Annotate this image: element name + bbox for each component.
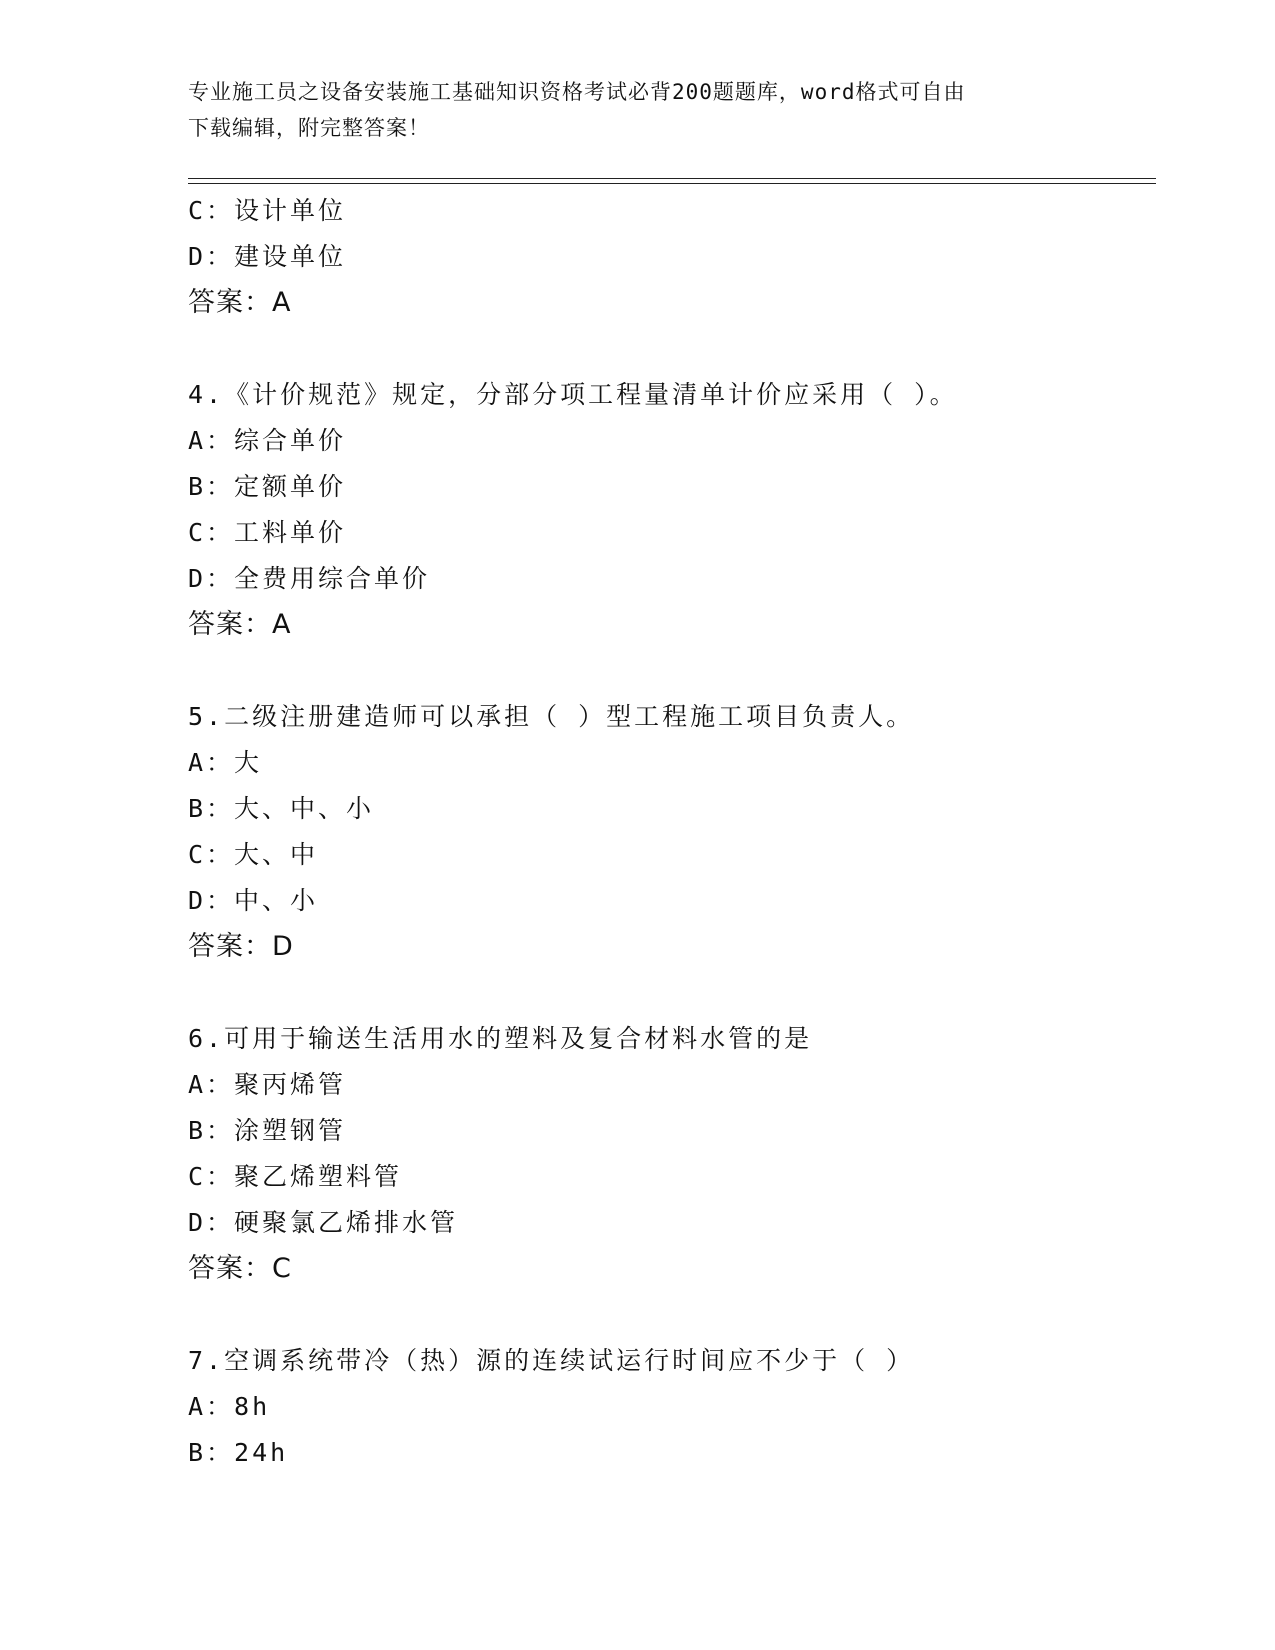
question-text: 7.空调系统带冷（热）源的连续试运行时间应不少于（ ） [188, 1346, 915, 1375]
option-b: B：24h [188, 1438, 289, 1467]
document-body [188, 188, 1156, 1476]
option-c: C：聚乙烯塑料管 [188, 1162, 403, 1191]
option-list [188, 1384, 1156, 1476]
answer-line: 答案：A [188, 609, 292, 640]
document-header [188, 74, 1068, 146]
question-block-4 [188, 372, 1156, 648]
answer-line: 答案：C [188, 1253, 292, 1284]
question-block-partial [188, 188, 1156, 326]
option-d: D：全费用综合单价 [188, 564, 431, 593]
option-a: A：聚丙烯管 [188, 1070, 347, 1099]
header-divider-bottom [188, 183, 1156, 184]
question-block-5 [188, 694, 1156, 970]
option-c: C：设计单位 [188, 196, 347, 225]
option-list [188, 188, 1156, 280]
option-b: B：涂塑钢管 [188, 1116, 347, 1145]
question-text: 4.《计价规范》规定，分部分项工程量清单计价应采用（ ）。 [188, 380, 958, 409]
option-a: A：综合单价 [188, 426, 347, 455]
option-b: B：定额单价 [188, 472, 347, 501]
option-list [188, 418, 1156, 602]
option-list [188, 1062, 1156, 1246]
option-b: B：大、中、小 [188, 794, 375, 823]
option-list [188, 740, 1156, 924]
question-text: 5.二级注册建造师可以承担（ ）型工程施工项目负责人。 [188, 702, 915, 731]
answer-line: 答案：A [188, 287, 292, 318]
option-c: C：大、中 [188, 840, 319, 869]
option-a: A：大 [188, 748, 263, 777]
header-title-line2: 下载编辑，附完整答案！ [188, 116, 430, 140]
option-c: C：工料单价 [188, 518, 347, 547]
question-text: 6.可用于输送生活用水的塑料及复合材料水管的是 [188, 1024, 813, 1053]
answer-line: 答案：D [188, 931, 294, 962]
header-title-line1: 专业施工员之设备安装施工基础知识资格考试必背200题题库，word格式可自由 [188, 80, 966, 104]
option-d: D：硬聚氯乙烯排水管 [188, 1208, 459, 1237]
option-a: A：8h [188, 1392, 271, 1421]
option-d: D：建设单位 [188, 242, 347, 271]
option-d: D：中、小 [188, 886, 319, 915]
question-block-7 [188, 1338, 1156, 1476]
question-block-6 [188, 1016, 1156, 1292]
header-divider-top [188, 178, 1156, 179]
